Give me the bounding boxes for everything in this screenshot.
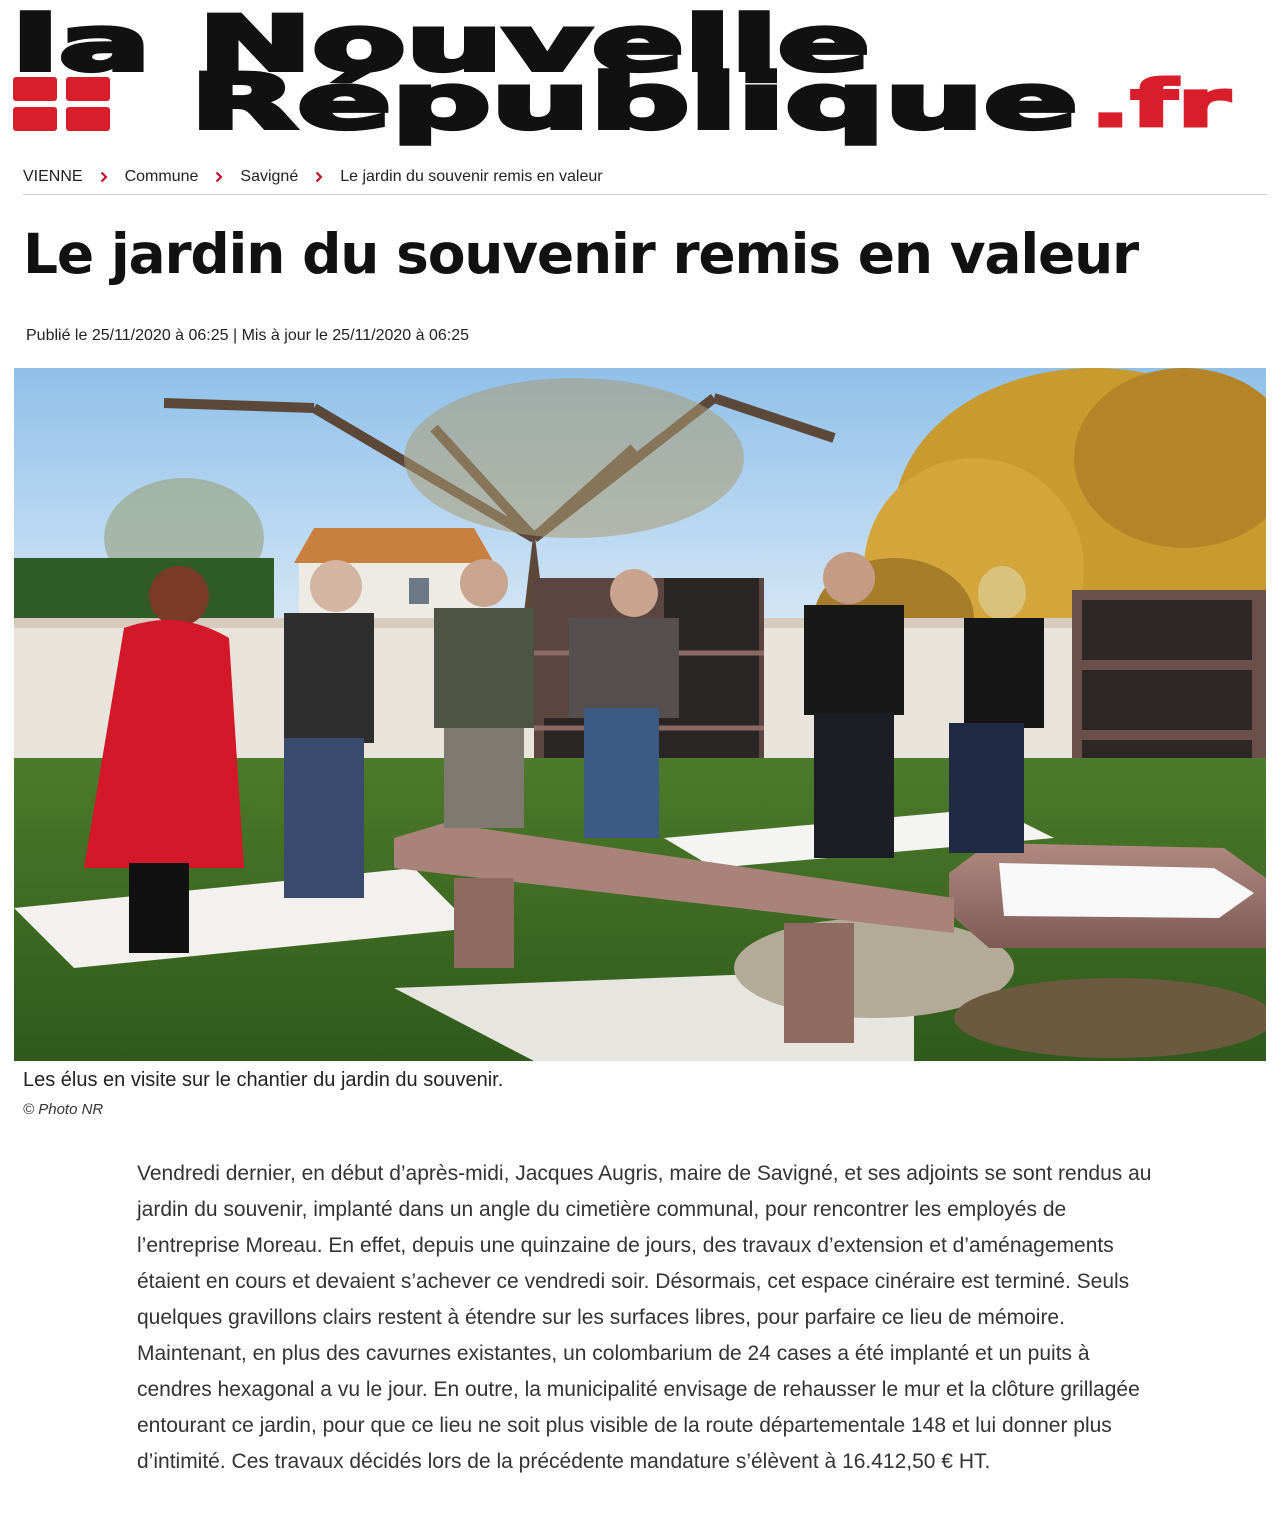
logo-line-1: la Nouvelle: [12, 0, 870, 88]
masthead: [0, 0, 1277, 150]
chevron-right-icon: [315, 171, 323, 183]
breadcrumb-item-vienne[interactable]: VIENNE: [23, 168, 83, 185]
photo-illustration: [14, 368, 1266, 1061]
chevron-right-icon: [215, 171, 223, 183]
breadcrumb-item-savigne[interactable]: Savigné: [240, 168, 299, 185]
logo-line-2: République: [190, 57, 1078, 146]
chevron-right-icon: [100, 171, 108, 183]
article-paragraph: Vendredi dernier, en début d’après-midi, Jacques Augris, maire de Savigné, et ses adjoints se sont rendus au jardin du souvenir, implanté dans un angle du cimetière communal, pour rencontrer les employés de l’entreprise Moreau. En effet, depuis une quinzaine de jours, des travaux d’extension et d’aménagements étaient en cours et devaient s’achever ce vendredi soir. Désormais, cet espace cinéraire est terminé. Seuls quelques gravillons clairs restent à étendre sur les surfaces libres, pour parfaire ce lieu de mémoire. Maintenant, en plus des cavurnes existantes, un colombarium de 24 cases a été implanté et un puits à cendres hexagonal a vu le jour. En outre, la municipalité envisage de rehausser le mur et la clôture grillagée entourant ce jardin, pour que ce lieu ne soit plus visible de la route départementale 148 et lui donner plus d’intimité. Ces travaux décidés lors de la précédente mandature s’élèvent à 16.412,50 € HT.: [137, 1162, 1152, 1473]
photo-credit: © Photo NR: [23, 1101, 104, 1118]
site-logo[interactable]: [0, 0, 1277, 150]
breadcrumb-current: Le jardin du souvenir remis en valeur: [340, 168, 603, 185]
article-photo[interactable]: [14, 368, 1266, 1061]
publication-dates: Publié le 25/11/2020 à 06:25 | Mis à jour le 25/11/2020 à 06:25: [26, 327, 469, 344]
breadcrumb: [23, 160, 1267, 195]
article-body: [137, 1156, 1157, 1480]
logo-suffix: .fr: [1090, 68, 1231, 142]
page-title: Le jardin du souvenir remis en valeur: [23, 222, 1138, 286]
breadcrumb-item-commune[interactable]: Commune: [124, 168, 199, 185]
photo-caption: Les élus en visite sur le chantier du jardin du souvenir.: [23, 1069, 504, 1091]
